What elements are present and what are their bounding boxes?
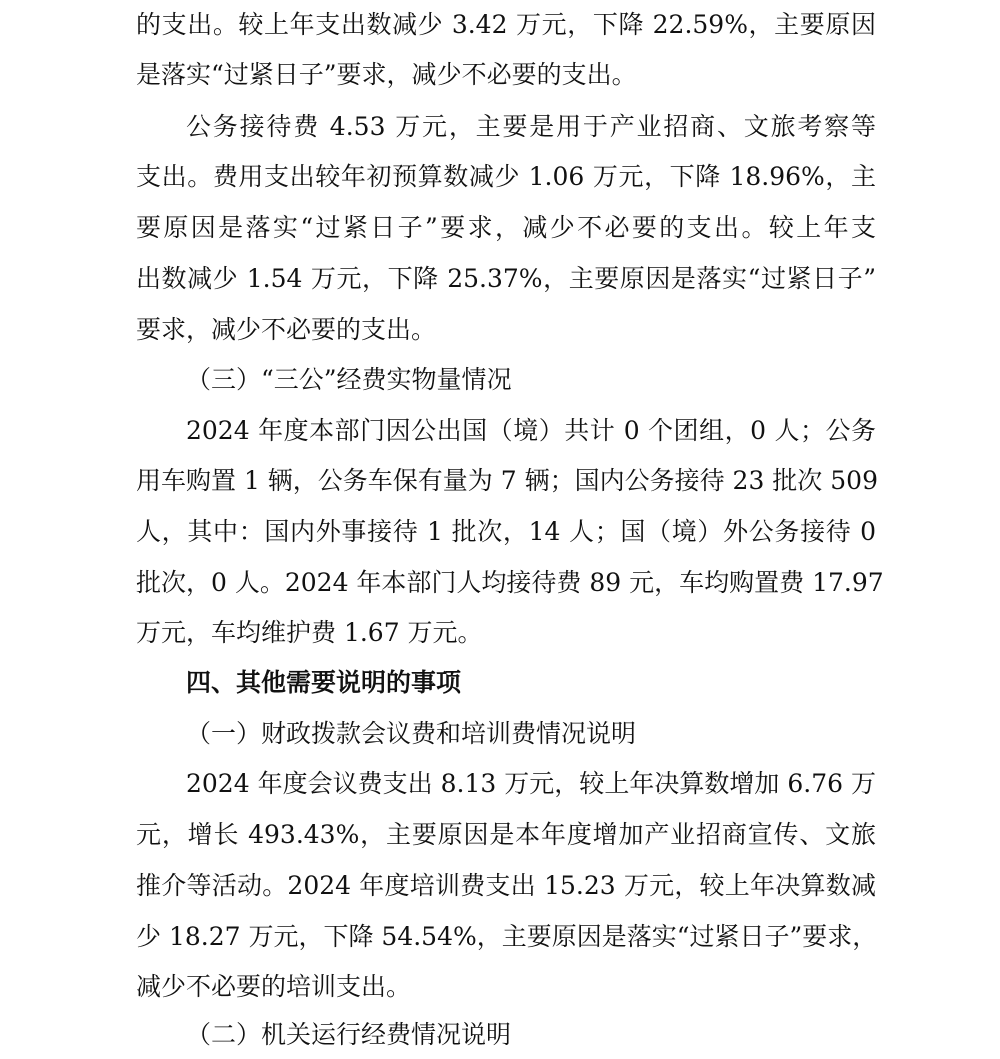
body-text-line: 出数减少 1.54 万元，下降 25.37%，主要原因是落实“过紧日子” bbox=[136, 264, 876, 293]
section-subheading: （三）“三公”经费实物量情况 bbox=[186, 365, 512, 394]
body-text-line: 批次，0 人。2024 年本部门人均接待费 89 元，车均购置费 17.97 bbox=[136, 568, 884, 597]
body-text-line: 元，增长 493.43%，主要原因是本年度增加产业招商宣传、文旅 bbox=[136, 820, 876, 849]
body-text-line: 人，其中：国内外事接待 1 批次，14 人；国（境）外公务接待 0 bbox=[136, 517, 876, 546]
body-text-line: 的支出。较上年支出数减少 3.42 万元，下降 22.59%，主要原因 bbox=[136, 10, 876, 39]
body-text-line: 减少不必要的培训支出。 bbox=[136, 972, 412, 1001]
section-heading: 四、其他需要说明的事项 bbox=[186, 668, 462, 697]
body-text-line: 万元，车均维护费 1.67 万元。 bbox=[136, 618, 483, 647]
body-text-line: 支出。费用支出较年初预算数减少 1.06 万元，下降 18.96%，主 bbox=[136, 162, 876, 191]
section-subheading: （二）机关运行经费情况说明 bbox=[186, 1020, 512, 1049]
body-text-line: 是落实“过紧日子”要求，减少不必要的支出。 bbox=[136, 60, 637, 89]
paragraph-first-line: 2024 年度本部门因公出国（境）共计 0 个团组，0 人；公务 bbox=[186, 416, 876, 445]
paragraph-first-line: 2024 年度会议费支出 8.13 万元，较上年决算数增加 6.76 万 bbox=[186, 769, 876, 798]
paragraph-first-line: 公务接待费 4.53 万元，主要是用于产业招商、文旅考察等 bbox=[186, 112, 876, 141]
body-text-line: 推介等活动。2024 年度培训费支出 15.23 万元，较上年决算数减 bbox=[136, 871, 876, 900]
body-text-line: 要求，减少不必要的支出。 bbox=[136, 315, 437, 344]
body-text-line: 要原因是落实“过紧日子”要求，减少不必要的支出。较上年支 bbox=[136, 213, 876, 242]
body-text-line: 用车购置 1 辆，公务车保有量为 7 辆；国内公务接待 23 批次 509 bbox=[136, 466, 878, 495]
body-text-line: 少 18.27 万元，下降 54.54%，主要原因是落实“过紧日子”要求， bbox=[136, 922, 878, 951]
section-subheading: （一）财政拨款会议费和培训费情况说明 bbox=[186, 719, 637, 748]
